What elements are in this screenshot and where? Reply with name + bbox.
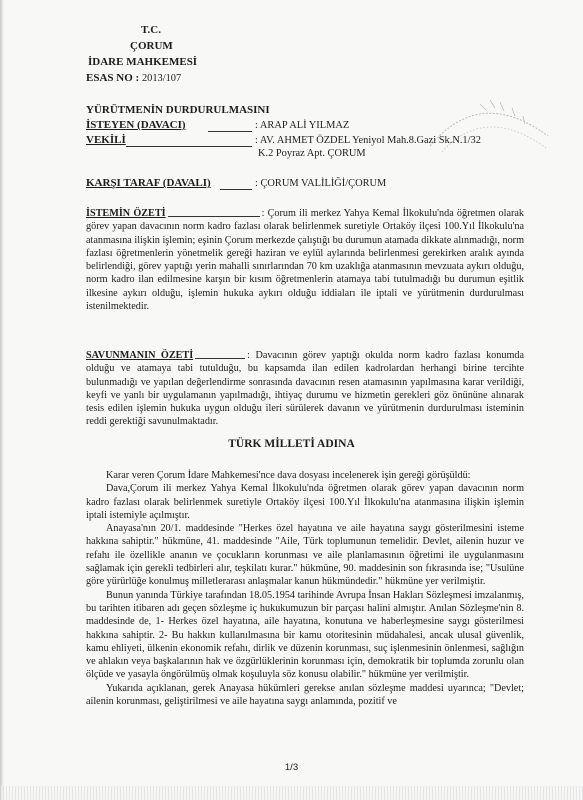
decision-title: TÜRK MİLLETİ ADINA <box>228 438 355 450</box>
defense-summary-heading: SAVUNMANIN ÖZETİ <box>86 350 194 361</box>
defense-summary-leader-line <box>195 358 245 359</box>
attorney-leader-line <box>126 146 252 147</box>
defendant-value: : ÇORUM VALİLİĞİ/ÇORUM <box>255 178 387 189</box>
case-title: YÜRÜTMENİN DURDURULMASINI <box>86 104 270 116</box>
claim-summary-text: : Çorum ili merkez Yahya Kemal İlkokulu'nda öğretmen olarak görev yapan davacının norm kadro fazlası olarak belirlenmek suretiyle Ortaköy ilçesi 100.Yıl İlkokulu'na atanmasına ilişkin işlemin; eşinin Çorum merkezde çalıştığı bu durumun atamada dikkate alınmadığı, norm fazlası öğretmenlerin yönetmelik gereği haziran ve eylül aylarında belirlenmesi gerekirken aralık ayında belirlendiği, görev yaptığı yerin mahalli sınırlarından 70 km uzaklığa atanmasının mevzuata aykırı olduğu, norm kadro ilan edilmesine karşın bir kısım öğretmenlerin atamaya tabi tutulmadığı bu durumun eşitlik ilkesine aykırı olduğu, işlemin hukuka aykırı olduğu iddiaları ile iptali ve yürütmenin durdurulması istenilmektedir. <box>86 208 525 313</box>
header-tc: T.C. <box>141 24 161 36</box>
attorney-value-line2: K.2 Poyraz Apt. ÇORUM <box>258 148 366 159</box>
header-city: ÇORUM <box>130 40 173 52</box>
header-court: İDARE MAHKEMESİ <box>88 56 198 68</box>
scan-shadow-left <box>0 0 4 800</box>
decision-paragraph: Karar veren Çorum İdare Mahkemesi'nce dava dosyası incelenerek işin gereği görüşüldü: <box>106 470 471 481</box>
attorney-value-line1: : AV. AHMET ÖZDEL Yeniyol Mah.8.Gazi Sk.N.1/32 <box>255 135 481 146</box>
decision-paragraph: Bunun yanında Türkiye tarafından 18.05.1954 tarihinde Avrupa İnsan Hakları Sözleşmesi imzalanmış, bu tarihten itibaren adı geçen sözleşme iç hukukumuzun bir parçası halini almıştır. Anılan Sözleşme'nin 8. maddesinde de, 1- Herkes özel hayatına, aile hayatına, konutuna ve haberleşmesine saygı gösterilmesi hakkına sahiptir. 2- Bu hakkın kullanılmasına bir kamu otoritesinin müdahalesi, ancak ulusal güvenlik, kamu ehliyeti, ülkenin ekonomik refahı, dirlik ve düzenin korunması, suç işlenmesinin önlenmesi, sağlığın ve ahlakın veya başkalarının hak ve özgürlüklerinin korunması için, demokratik bir toplumda zorunlu olan ölçüde ve yasayla öngörülmüş olmak koşuluyla söz konusu olabilir." hükmüne yer verilmiştir. <box>86 589 524 681</box>
court-seal-stamp <box>420 96 555 156</box>
decision-body <box>86 469 524 708</box>
claim-summary <box>86 207 524 313</box>
plaintiff-leader-line <box>208 131 252 132</box>
scan-noise-bottom <box>0 786 583 800</box>
claim-summary-heading: İSTEMİN ÖZETİ <box>86 208 166 219</box>
decision-paragraph: Anayasa'nın 20/1. maddesinde "Herkes özel hayatına ve aile hayatına saygı gösterilmesini isteme hakkına sahiptir." hükmüne, 41. maddesinde "Aile, Türk toplumunun temelidir. Devlet, ailenin huzur ve refahı ile özellikle ananın ve çocukların korunması ve aile planlamasının öğretimi ile uygulanmasını sağlamak için gerekli tedbirleri alır, teşkilatı kurar." hükmüne, 90. maddesinin son fıkrasında ise; "Usulüne göre yürürlüğe konulmuş milletlerarası anlaşmalar kanun hükmündedir." hükmüne yer verilmiştir. <box>86 523 524 588</box>
defendant-leader-line <box>220 189 252 190</box>
plaintiff-label: İSTEYEN (DAVACI) <box>86 119 186 131</box>
case-number <box>86 72 181 84</box>
decision-paragraph: Dava,Çorum ili merkez Yahya Kemal İlkokulu'nda öğretmen olarak görev yapan davacının norm kadro fazlası olarak belirlenmek suretiyle Ortaköy ilçesi 100.Yıl İlkokulu'na atanmasına ilişkin işlemin iptali istemiyle açılmıştır. <box>86 483 524 521</box>
page-number: 1/3 <box>284 762 299 773</box>
defense-summary-text: : Davacının görev yaptığı okulda norm kadro fazlası konumda olduğu ve atamaya tabi tutulduğu, bu kapsamda ilan edilen kadrolardan herhangi birine tercihte bulunmadığı ve yapılan değerlendirme sonrasında davacının resen atamasının yapılmasına karar verildiği, keyfi ve yanlı bir uygulamanın yapılmadığı, ihtiyaç durumu ve hizmetin gerekleri göz önününe alınarak tesis edilen işlemin hukuka uygun olduğu ileri sürülerek davanın ve yürütmenin durdurulması isteminin reddi gerektiği savunulmaktadır. <box>86 350 524 428</box>
defendant-label: KARŞI TARAF (DAVALI) <box>86 177 211 189</box>
plaintiff-value: : ARAP ALİ YILMAZ <box>255 120 350 131</box>
attorney-label: VEKİLİ <box>86 134 126 146</box>
decision-paragraph: Yukarıda açıklanan, gerek Anayasa hükümleri gerekse anılan sözleşme maddesi uyarınca; "Devlet; ailenin korunması, geliştirilmesi ve aile hayatına saygı anlamında, pozitif ve <box>86 682 524 708</box>
defense-summary <box>86 349 524 429</box>
case-number-label: ESAS NO : <box>86 72 140 84</box>
case-number-value: 2013/107 <box>141 73 182 84</box>
claim-summary-leader-line <box>168 216 260 217</box>
